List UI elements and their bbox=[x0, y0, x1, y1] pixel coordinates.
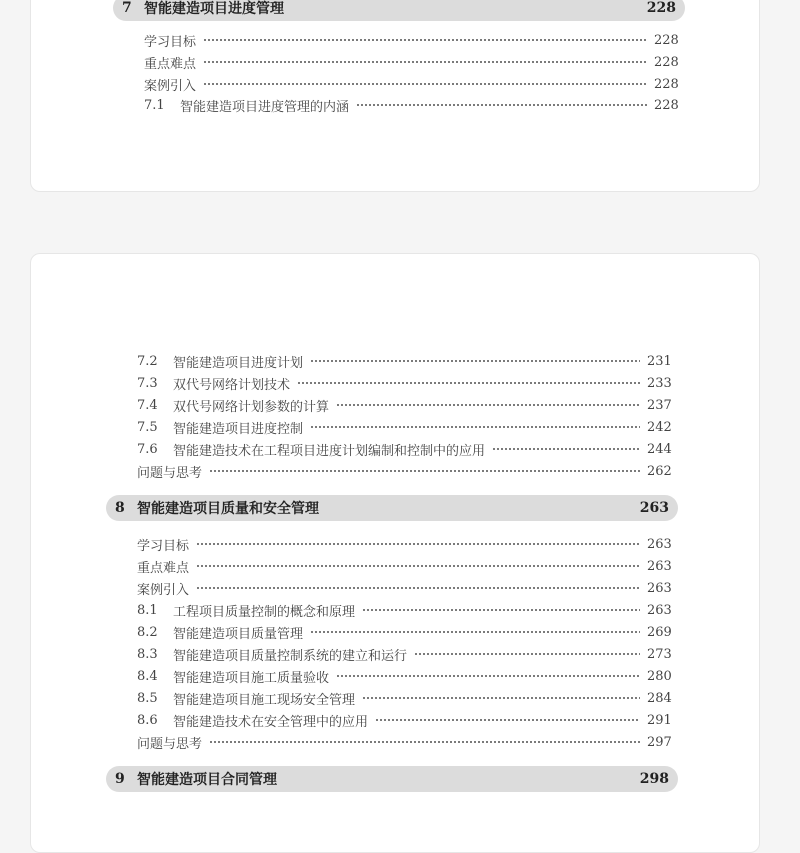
toc-entry[interactable] bbox=[137, 395, 671, 415]
leader-dots bbox=[203, 82, 647, 86]
toc-page-1 bbox=[30, 0, 760, 192]
toc-entry[interactable] bbox=[137, 534, 671, 554]
toc-entry[interactable] bbox=[137, 439, 671, 459]
entry-page: 280 bbox=[647, 668, 672, 684]
leader-dots bbox=[362, 696, 640, 700]
chapter-number: 7 bbox=[122, 0, 132, 16]
toc-entry[interactable] bbox=[137, 373, 671, 393]
leader-dots bbox=[492, 447, 640, 451]
entry-label: 双代号网络计划参数的计算 bbox=[173, 399, 330, 415]
entry-label: 重点难点 bbox=[144, 56, 197, 72]
entry-label: 智能建造项目施工现场安全管理 bbox=[173, 692, 356, 708]
section-number: 7.2 bbox=[137, 353, 158, 369]
entry-page: 237 bbox=[647, 397, 672, 413]
entry-label: 智能建造技术在工程项目进度计划编制和控制中的应用 bbox=[173, 443, 486, 459]
chapter-number: 8 bbox=[115, 500, 125, 516]
toc-entry[interactable] bbox=[137, 600, 671, 620]
entry-page: 228 bbox=[654, 76, 679, 92]
toc-entry[interactable] bbox=[144, 30, 678, 50]
toc-entry[interactable] bbox=[137, 556, 671, 576]
entry-page: 228 bbox=[654, 97, 679, 113]
leader-dots bbox=[196, 564, 640, 568]
leader-dots bbox=[414, 652, 640, 656]
section-number: 7.3 bbox=[137, 375, 158, 391]
toc-entry[interactable] bbox=[137, 710, 671, 730]
leader-dots bbox=[310, 359, 640, 363]
toc-entry[interactable] bbox=[144, 95, 678, 115]
entry-page: 228 bbox=[654, 32, 679, 48]
entry-label: 案例引入 bbox=[144, 78, 197, 94]
entry-label: 智能建造项目质量控制系统的建立和运行 bbox=[173, 648, 408, 664]
chapter-page: 298 bbox=[639, 771, 669, 787]
leader-dots bbox=[297, 381, 640, 385]
entry-page: 269 bbox=[647, 624, 672, 640]
section-number: 7.6 bbox=[137, 441, 158, 457]
toc-entry[interactable] bbox=[137, 732, 671, 752]
chapter-title: 智能建造项目合同管理 bbox=[137, 772, 277, 788]
entry-label: 智能建造项目进度管理的内涵 bbox=[180, 99, 350, 115]
toc-entry[interactable] bbox=[137, 622, 671, 642]
leader-dots bbox=[203, 38, 647, 42]
toc-entry[interactable] bbox=[137, 351, 671, 371]
entry-label: 智能建造项目进度控制 bbox=[173, 421, 304, 437]
entry-page: 263 bbox=[647, 558, 672, 574]
chapter-heading-8[interactable] bbox=[106, 495, 678, 521]
chapter-title: 智能建造项目进度管理 bbox=[144, 1, 284, 17]
toc-entry[interactable] bbox=[137, 417, 671, 437]
toc-entry[interactable] bbox=[137, 666, 671, 686]
entry-label: 案例引入 bbox=[137, 582, 190, 598]
section-number: 8.6 bbox=[137, 712, 158, 728]
toc-entry[interactable] bbox=[137, 688, 671, 708]
entry-page: 242 bbox=[647, 419, 672, 435]
entry-label: 重点难点 bbox=[137, 560, 190, 576]
section-number: 8.5 bbox=[137, 690, 158, 706]
chapter-heading-7[interactable] bbox=[113, 0, 685, 21]
entry-page: 263 bbox=[647, 536, 672, 552]
entry-page: 263 bbox=[647, 580, 672, 596]
leader-dots bbox=[203, 60, 647, 64]
toc-entry[interactable] bbox=[137, 578, 671, 598]
entry-label: 智能建造项目施工质量验收 bbox=[173, 670, 330, 686]
toc-page-2 bbox=[30, 253, 760, 853]
chapter-page: 228 bbox=[646, 0, 676, 16]
section-number: 7.5 bbox=[137, 419, 158, 435]
leader-dots bbox=[310, 630, 640, 634]
entry-page: 244 bbox=[647, 441, 672, 457]
leader-dots bbox=[196, 586, 640, 590]
entry-page: 262 bbox=[647, 463, 672, 479]
leader-dots bbox=[209, 469, 640, 473]
chapter-number: 9 bbox=[115, 771, 125, 787]
leader-dots bbox=[196, 542, 640, 546]
entry-page: 231 bbox=[647, 353, 672, 369]
entry-page: 291 bbox=[647, 712, 672, 728]
entry-page: 233 bbox=[647, 375, 672, 391]
entry-label: 学习目标 bbox=[144, 34, 197, 50]
entry-label: 双代号网络计划技术 bbox=[173, 377, 291, 393]
entry-label: 工程项目质量控制的概念和原理 bbox=[173, 604, 356, 620]
leader-dots bbox=[336, 674, 640, 678]
leader-dots bbox=[362, 608, 640, 612]
section-number: 8.2 bbox=[137, 624, 158, 640]
leader-dots bbox=[375, 718, 640, 722]
entry-label: 智能建造项目进度计划 bbox=[173, 355, 304, 371]
section-number: 7.1 bbox=[144, 97, 165, 113]
section-number: 8.3 bbox=[137, 646, 158, 662]
leader-dots bbox=[356, 103, 647, 107]
toc-entry[interactable] bbox=[144, 74, 678, 94]
entry-label: 智能建造项目质量管理 bbox=[173, 626, 304, 642]
toc-entry[interactable] bbox=[137, 461, 671, 481]
leader-dots bbox=[336, 403, 640, 407]
toc-entry[interactable] bbox=[144, 52, 678, 72]
chapter-page: 263 bbox=[639, 500, 669, 516]
entry-page: 273 bbox=[647, 646, 672, 662]
leader-dots bbox=[310, 425, 640, 429]
entry-label: 学习目标 bbox=[137, 538, 190, 554]
entry-page: 228 bbox=[654, 54, 679, 70]
section-number: 8.1 bbox=[137, 602, 158, 618]
entry-page: 263 bbox=[647, 602, 672, 618]
leader-dots bbox=[209, 740, 640, 744]
entry-page: 284 bbox=[647, 690, 672, 706]
toc-entry[interactable] bbox=[137, 644, 671, 664]
entry-label: 问题与思考 bbox=[137, 465, 203, 481]
chapter-title: 智能建造项目质量和安全管理 bbox=[137, 501, 319, 517]
section-number: 8.4 bbox=[137, 668, 158, 684]
entry-label: 智能建造技术在安全管理中的应用 bbox=[173, 714, 369, 730]
chapter-heading-9[interactable] bbox=[106, 766, 678, 792]
section-number: 7.4 bbox=[137, 397, 158, 413]
entry-page: 297 bbox=[647, 734, 672, 750]
entry-label: 问题与思考 bbox=[137, 736, 203, 752]
